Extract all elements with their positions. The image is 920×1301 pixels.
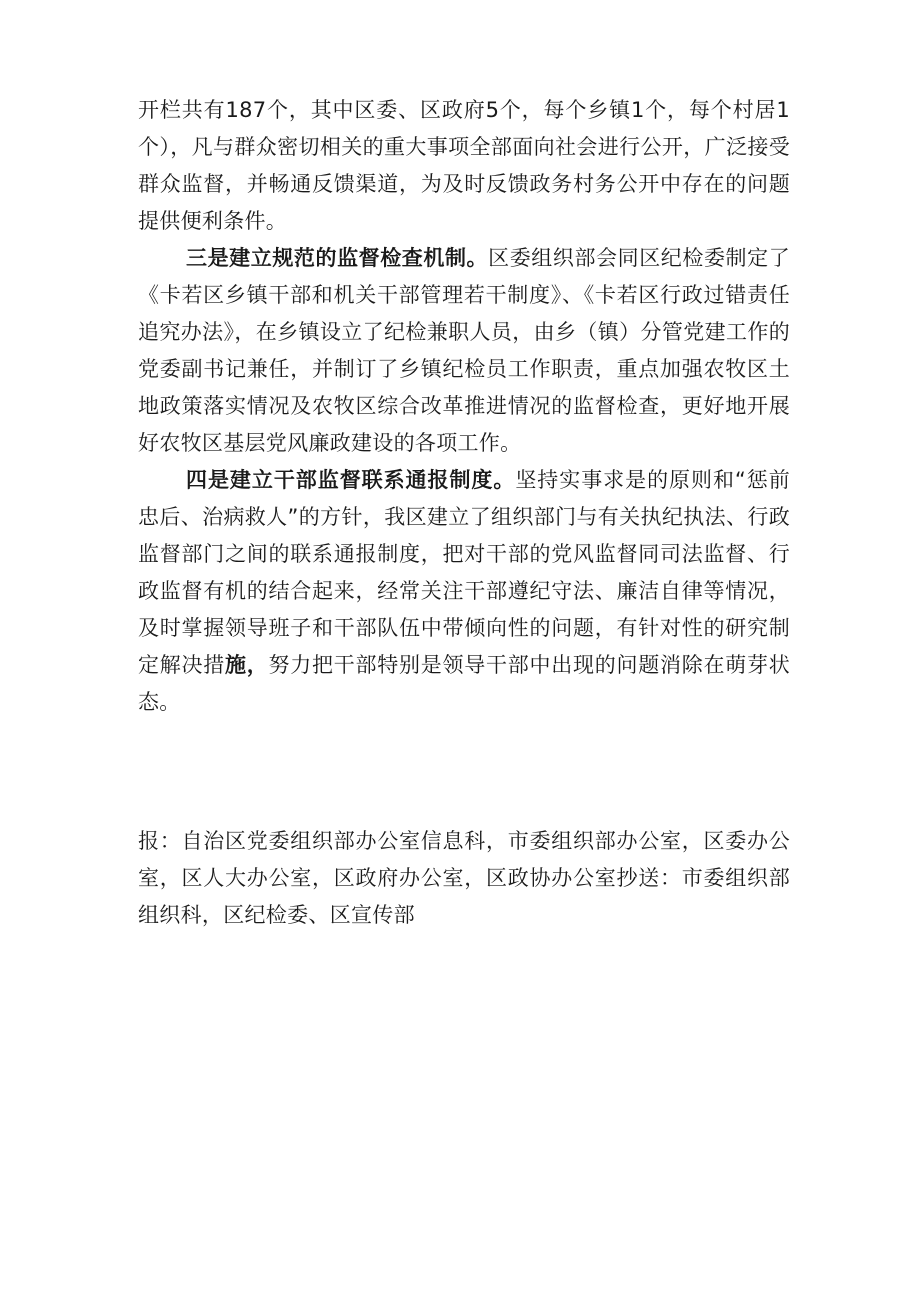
paragraph-heading: 四是建立干部监督联系通报制度。 — [186, 468, 516, 492]
paragraph-text: 区委组织部会同区纪检委制定了《卡若区乡镇干部和机关干部管理若干制度》、《卡若区行政过错责任追究办法》，在乡镇设立了纪检兼职人员，由乡（镇）分管党建工作的党委副书记兼任，并制订了乡镇纪检员工作职责，重点加强农牧区土地政策落实情况及农牧区综合改革推进情况的监督检查，更好地开展好农牧区基层党风廉政建设的各项工作。 — [138, 246, 790, 455]
paragraph-liaison-reporting — [138, 462, 790, 721]
paragraph-supervision-inspection — [138, 240, 790, 462]
distribution-text: 报：自治区党委组织部办公室信息科，市委组织部办公室，区委办公室，区人大办公室，区政府办公室，区政协办公室抄送：市委组织部组织科，区纪检委、区宣传部 — [138, 829, 790, 927]
paragraph-text: 坚持实事求是的原则和“惩前忠后、治病救人”的方针，我区建立了组织部门与有关执纪执法、行政监督部门之间的联系通报制度，把对干部的党风监督同司法监督、行政监督有机的结合起来，经常关注干部遵纪守法、廉洁自律等情况，及时掌握领导班子和干部队伍中带倾向性的问题，有针对性的研究制定解决措 — [138, 468, 790, 677]
paragraph-disclosure-columns — [138, 92, 790, 240]
document-body — [138, 92, 790, 934]
paragraph-text-bold: 施， — [225, 653, 269, 677]
distribution-list — [138, 823, 790, 934]
paragraph-heading: 三是建立规范的监督检查机制。 — [186, 246, 489, 270]
paragraph-text: 努力把干部特别是领导干部中出现的问题消除在萌芽状态。 — [138, 653, 790, 714]
paragraph-text: 开栏共有187个，其中区委、区政府5个，每个乡镇1个，每个村居1个），凡与群众密切相关的重大事项全部面向社会进行公开，广泛接受群众监督，并畅通反馈渠道，为及时反馈政务村务公开中存在的问题提供便利条件。 — [138, 98, 790, 233]
